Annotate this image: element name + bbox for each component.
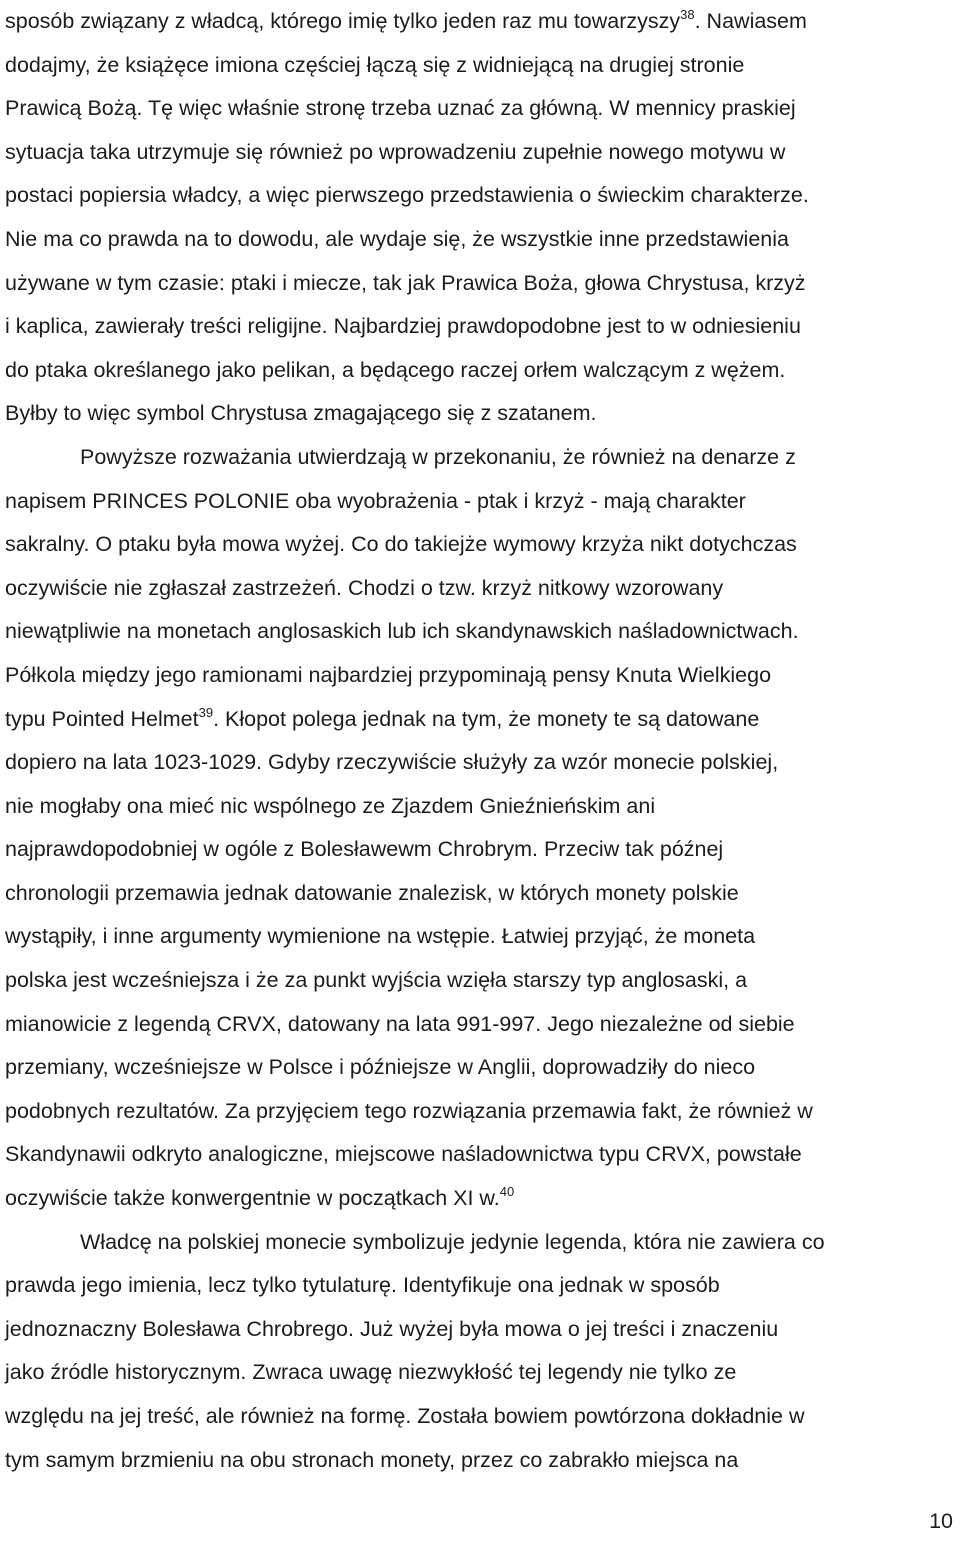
text-line	[5, 1177, 957, 1221]
text-line	[5, 741, 957, 785]
text-line-content: mianowicie z legendą CRVX, datowany na lata 991-997. Jego niezależne od siebie	[5, 1011, 795, 1036]
text-line-content: Władcę na polskiej monecie symbolizuje jedynie legenda, która nie zawiera co	[80, 1229, 825, 1254]
text-line-content: używane w tym czasie: ptaki i miecze, tak jak Prawica Boża, głowa Chrystusa, krzyż	[5, 270, 806, 295]
text-line	[5, 131, 957, 175]
text-line	[5, 1090, 957, 1134]
text-line	[5, 1439, 957, 1483]
text-line-content: Prawicą Bożą. Tę więc właśnie stronę trzeba uznać za główną. W mennicy praskiej	[5, 96, 796, 121]
text-line-content: napisem PRINCES POLONIE oba wyobrażenia - ptak i krzyż - mają charakter	[5, 488, 746, 513]
text-line-content: dodajmy, że książęce imiona częściej łączą się z widniejącą na drugiej stronie	[5, 52, 745, 77]
text-line-content: wystąpiły, i inne argumenty wymienione na wstępie. Łatwiej przyjąć, że moneta	[5, 924, 756, 949]
text-line-continuation: . Nawiasem	[694, 9, 807, 33]
text-line-content: prawda jego imienia, lecz tylko tytulaturę. Identyfikuje ona jednak w sposób	[5, 1273, 720, 1298]
text-line	[5, 174, 957, 218]
text-line	[5, 436, 957, 480]
text-line	[5, 523, 957, 567]
text-line-continuation: . Kłopot polega jednak na tym, że monety te są datowane	[213, 706, 760, 731]
text-line-content: Skandynawii odkryto analogiczne, miejscowe naśladownictwa typu CRVX, powstałe	[5, 1142, 802, 1167]
text-line-content: sposób związany z władcą, którego imię tylko jeden raz mu towarzyszy	[5, 9, 681, 33]
text-line	[5, 392, 957, 436]
text-line-content: i kaplica, zawierały treści religijne. Najbardziej prawdopodobne jest to w odniesieniu	[5, 314, 801, 339]
text-line	[5, 1221, 957, 1265]
footnote-marker[interactable]: 38	[680, 7, 695, 22]
text-line	[5, 1308, 957, 1352]
footnote-marker[interactable]: 39	[198, 704, 214, 720]
text-line-content: sakralny. O ptaku była mowa wyżej. Co do takiejże wymowy krzyża nikt dotychczas	[5, 532, 797, 557]
text-line	[5, 305, 957, 349]
text-line	[5, 1003, 957, 1047]
body-text	[5, 0, 957, 1482]
text-line	[5, 218, 957, 262]
page-number: 10	[929, 1509, 953, 1533]
text-line-content: typu Pointed Helmet	[5, 706, 199, 731]
text-line-content: polska jest wcześniejsza i że za punkt wyjścia wzięła starszy typ anglosaski, a	[5, 968, 748, 993]
text-line-content: podobnych rezultatów. Za przyjęciem tego rozwiązania przemawia fakt, że również w	[5, 1098, 813, 1123]
text-line-content: sytuacja taka utrzymuje się również po wprowadzeniu zupełnie nowego motywu w	[5, 139, 786, 164]
text-line	[5, 915, 957, 959]
text-line	[5, 87, 957, 131]
text-line-content: względu na jej treść, ale również na formę. Została bowiem powtórzona dokładnie w	[5, 1404, 805, 1428]
text-line-content: dopiero na lata 1023-1029. Gdyby rzeczywiście służyły za wzór monecie polskiej,	[5, 750, 779, 775]
text-line-content: jednoznaczny Bolesława Chrobrego. Już wyżej była mowa o jej treści i znaczeniu	[5, 1316, 779, 1341]
text-line-content: niewątpliwie na monetach anglosaskich lub ich skandynawskich naśladownictwach.	[5, 619, 799, 644]
text-line	[5, 610, 957, 654]
text-line	[5, 654, 957, 698]
text-line-content: Nie ma co prawda na to dowodu, ale wydaje się, że wszystkie inne przedstawienia	[5, 226, 789, 251]
text-line	[5, 262, 957, 306]
text-line-content: tym samym brzmieniu na obu stronach monety, przez co zabrakło miejsca na	[5, 1447, 739, 1472]
text-line	[5, 828, 957, 872]
text-line-content: chronologii przemawia jednak datowanie znalezisk, w których monety polskie	[5, 880, 739, 905]
text-line	[5, 785, 957, 829]
text-line	[5, 44, 957, 88]
text-line-content: jako źródle historycznym. Zwraca uwagę niezwykłość tej legendy nie tylko ze	[5, 1360, 737, 1385]
text-line	[5, 349, 957, 393]
text-line-content: Byłby to więc symbol Chrystusa zmagającego się z szatanem.	[5, 401, 597, 426]
text-line-content: najprawdopodobniej w ogóle z Bolesławewm Chrobrym. Przeciw tak późnej	[5, 837, 724, 862]
text-line-content: oczywiście także konwergentnie w początkach XI w.	[5, 1186, 500, 1211]
text-line	[5, 698, 957, 742]
text-line	[5, 1264, 957, 1308]
text-line	[5, 959, 957, 1003]
text-line-content: oczywiście nie zgłaszał zastrzeżeń. Chodzi o tzw. krzyż nitkowy wzorowany	[5, 575, 724, 600]
text-line-content: do ptaka określanego jako pelikan, a będącego raczej orłem walczącym z wężem.	[5, 357, 786, 382]
document-page	[5, 0, 957, 1551]
text-line-content: nie mogłaby ona mieć nic wspólnego ze Zjazdem Gnieźnieńskim ani	[5, 793, 656, 818]
text-line-content: Półkola między jego ramionami najbardziej przypominają pensy Knuta Wielkiego	[5, 662, 772, 687]
text-line	[5, 567, 957, 611]
text-line	[5, 480, 957, 524]
text-line-content: Powyższe rozważania utwierdzają w przekonaniu, że również na denarze z	[80, 444, 796, 469]
text-line	[5, 0, 957, 44]
text-line-content: przemiany, wcześniejsze w Polsce i późniejsze w Anglii, doprowadziły do nieco	[5, 1055, 756, 1080]
text-line	[5, 1046, 957, 1090]
text-line-content: postaci popiersia władcy, a więc pierwszego przedstawienia o świeckim charakterze.	[5, 183, 809, 208]
text-line	[5, 1395, 957, 1439]
footnote-marker[interactable]: 40	[499, 1184, 515, 1200]
text-line	[5, 1351, 957, 1395]
text-line	[5, 1133, 957, 1177]
text-line	[5, 872, 957, 916]
